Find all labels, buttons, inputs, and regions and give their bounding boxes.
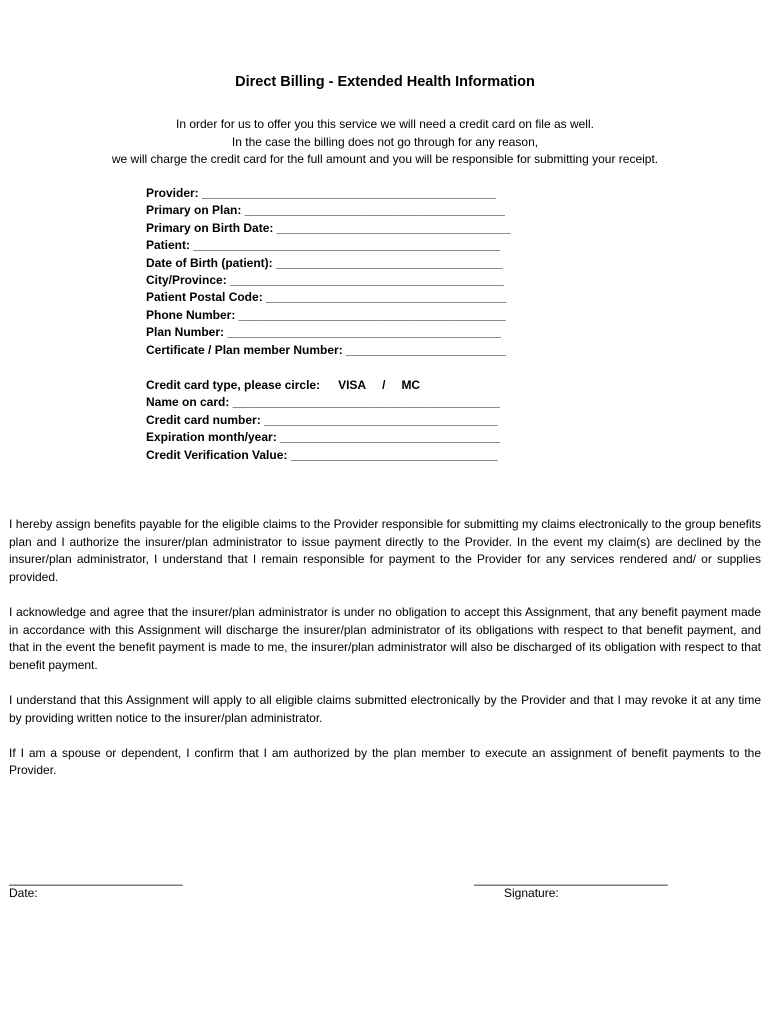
signature-line[interactable]: _____________________________ [474,872,668,886]
certificate-number-field[interactable]: Certificate / Plan member Number: ________________________ [146,342,507,357]
patient-dob-field[interactable]: Date of Birth (patient): __________________________________ [146,255,503,270]
card-type-separator: / [382,378,386,392]
patient-field[interactable]: Patient: ______________________________________________ [146,238,501,253]
name-on-card-field[interactable]: Name on card: ________________________________________ [146,395,500,410]
visa-option[interactable]: VISA [338,378,367,392]
expiration-field[interactable]: Expiration month/year: _________________________________ [146,430,501,445]
card-number-field[interactable]: Credit card number: ___________________________________ [146,412,498,427]
date-line[interactable]: __________________________ [9,872,183,886]
phone-number-field[interactable]: Phone Number: ________________________________________ [146,307,506,322]
postal-code-field[interactable]: Patient Postal Code: ____________________________________ [146,290,507,305]
intro-line: we will charge the credit card for the full amount and you will be responsible for submitting your receipt. [111,152,659,166]
intro-line: In order for us to offer you this service we will need a credit card on file as well. [176,117,594,131]
card-type-label: Credit card type, please circle: [146,378,321,392]
signature-label: Signature: [504,886,559,900]
card-type-row [146,377,566,394]
date-label: Date: [9,886,38,900]
page-title: Direct Billing - Extended Health Information [235,74,535,90]
plan-number-field[interactable]: Plan Number: _________________________________________ [146,325,501,340]
provider-field[interactable]: Provider: ____________________________________________ [146,186,496,200]
signature-area [0,872,770,912]
terms-paragraph: I acknowledge and agree that the insurer/plan administrator is under no obligation to accept this Assignment, that any benefit payment made in accordance with this Assignment will discharge the insurer/plan administrator of its obligations with respect to that benefit payment, and that in the event the benefit payment is made to me, the insurer/plan administrator will also be discharged of its obligation with respect to that benefit payment. [9,604,761,672]
assignment-terms [9,516,761,798]
city-province-field[interactable]: City/Province: _________________________________________ [146,273,504,288]
terms-paragraph: If I am a spouse or dependent, I confirm that I am authorized by the plan member to execute an assignment of benefit payments to the Provider. [9,745,761,778]
primary-on-plan-field[interactable]: Primary on Plan: _______________________________________ [146,203,505,218]
cvv-field[interactable]: Credit Verification Value: _______________________________ [146,447,498,462]
terms-paragraph: I understand that this Assignment will apply to all eligible claims submitted electronically by the Provider and that I may revoke it at any time by providing written notice to the insurer/plan administrator. [9,692,761,725]
terms-paragraph: I hereby assign benefits payable for the eligible claims to the Provider responsible for submitting my claims electronically to the group benefits plan and I authorize the insurer/plan administrator to issue payment directly to the Provider. In the event my claim(s) are declined by the insurer/plan administrator, I understand that I remain responsible for payment to the Provider for any services rendered and/ or supplies provided. [9,517,761,584]
intro-line: In the case the billing does not go through for any reason, [231,134,539,149]
mc-option[interactable]: MC [401,378,421,392]
credit-card-section [146,377,566,464]
patient-fields [146,185,566,359]
primary-birth-date-field[interactable]: Primary on Birth Date: ___________________________________ [146,220,511,235]
intro-text [0,116,770,169]
